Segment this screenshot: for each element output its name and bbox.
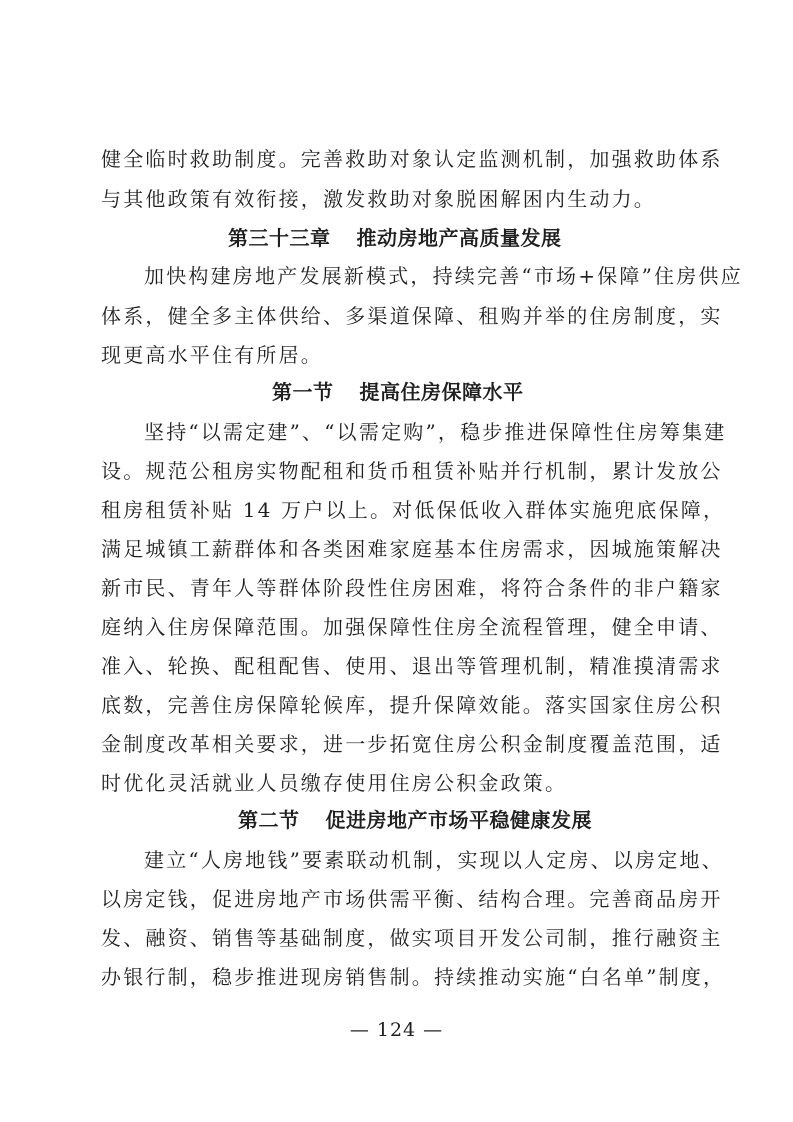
body-line: 新市民、青年人等群体阶段性住房困难，将符合条件的非户籍家 — [101, 576, 723, 600]
section-number: 第二节 — [238, 808, 300, 832]
body-line: 体系，健全多主体供给、多渠道保障、租购并举的住房制度，实 — [101, 304, 723, 328]
paragraph-first-line: 坚持“以需定建”、“以需定购”，稳步推进保障性住房筹集建 — [144, 420, 727, 444]
body-line: 健全临时救助制度。完善救助对象认定监测机制，加强救助体系 — [101, 147, 723, 171]
chapter-number: 第三十三章 — [228, 226, 331, 250]
body-line: 与其他政策有效衔接，激发救助对象脱困解困内生动力。 — [101, 187, 656, 211]
body-line: 设。规范公租房实物配租和货币租赁补贴并行机制，累计发放公 — [101, 459, 723, 483]
body-line: 准入、轮换、配租配售、使用、退出等管理机制，精准摸清需求 — [101, 654, 723, 678]
paragraph-first-line: 建立“人房地钱”要素联动机制，实现以人定房、以房定地、 — [144, 848, 724, 872]
body-line: 现更高水平住有所居。 — [101, 343, 323, 367]
body-line: 金制度改革相关要求，进一步拓宽住房公积金制度覆盖范围，适 — [101, 732, 723, 756]
chapter-title: 推动房地产高质量发展 — [356, 226, 562, 250]
body-line: 租房租赁补贴 14 万户以上。对低保低收入群体实施兜底保障， — [101, 498, 726, 522]
section-number: 第一节 — [272, 380, 334, 404]
section-title: 提高住房保障水平 — [359, 380, 524, 404]
body-line: 满足城镇工薪群体和各类困难家庭基本住房需求，因城施策解决 — [101, 537, 723, 561]
chapter-heading — [228, 226, 562, 250]
page-number: — 124 — — [349, 1019, 444, 1041]
section-title: 促进房地产市场平稳健康发展 — [325, 808, 592, 832]
body-line: 以房定钱，促进房地产市场供需平衡、结构合理。完善商品房开 — [101, 887, 723, 911]
body-line: 底数，完善住房保障轮候库，提升保障效能。落实国家住房公积 — [101, 693, 723, 717]
body-line: 庭纳入住房保障范围。加强保障性住房全流程管理，健全申请、 — [101, 615, 723, 639]
body-line: 时优化灵活就业人员缴存使用住房公积金政策。 — [101, 771, 568, 795]
section-heading — [238, 808, 592, 832]
body-line: 办银行制，稳步推进现房销售制。持续推动实施“白名单”制度， — [101, 965, 726, 989]
section-heading — [272, 380, 524, 404]
paragraph-first-line: 加快构建房地产发展新模式，持续完善“市场+保障”住房供应 — [144, 264, 743, 288]
body-line: 发、融资、销售等基础制度，做实项目开发公司制，推行融资主 — [101, 926, 723, 950]
